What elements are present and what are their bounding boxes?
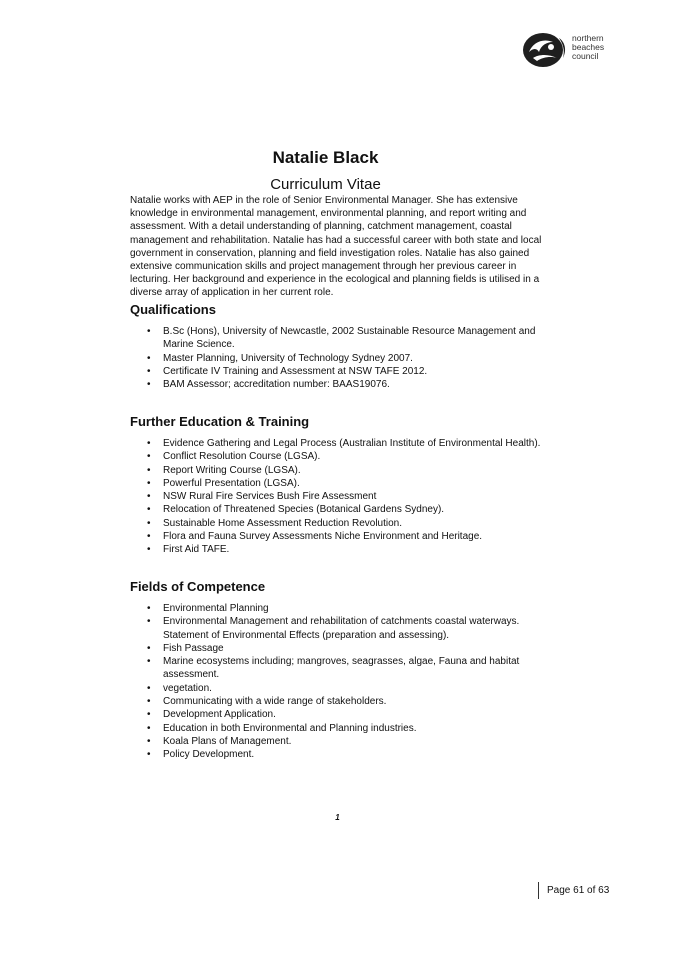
list-item: • Koala Plans of Management. [145,735,555,748]
list-item: • First Aid TAFE. [145,543,555,556]
competence-list [145,602,555,762]
list-item: • Flora and Fauna Survey Assessments Niche Environment and Heritage. [145,530,555,543]
list-item: • Certificate IV Training and Assessment at NSW TAFE 2012. [145,365,555,378]
council-logo [521,28,621,72]
education-list [145,437,555,557]
list-item: • Policy Development. [145,748,555,761]
qualifications-heading: Qualifications [130,302,216,317]
competence-heading: Fields of Competence [130,579,266,594]
list-item: • Marine ecosystems including; mangroves, seagrasses, algae, Fauna and habitat assessment. [145,655,555,682]
qualifications-list [145,325,555,391]
list-item: • Master Planning, University of Technology Sydney 2007. [145,352,555,365]
logo-line-1: northern [572,33,604,43]
list-item: • BAM Assessor; accreditation number: BAAS19076. [145,378,555,391]
list-item: • Environmental Management and rehabilitation of catchments coastal waterways. Statement of Environmental Effects (preparation and assessing). [145,615,555,642]
list-item: • Fish Passage [145,642,555,655]
page-number: 1 [335,813,340,822]
footer-divider [538,882,539,899]
logo-line-2: beaches [572,42,605,53]
list-item: • Evidence Gathering and Legal Process (Australian Institute of Environmental Health). [145,437,555,450]
list-item: • vegetation. [145,682,555,695]
council-logo-icon [521,30,569,70]
list-item: • Communicating with a wide range of stakeholders. [145,695,555,708]
list-item: • Conflict Resolution Course (LGSA). [145,450,555,463]
list-item: • Relocation of Threatened Species (Botanical Gardens Sydney). [145,503,555,516]
education-heading: Further Education & Training [130,414,310,429]
intro-paragraph: Natalie works with AEP in the role of Senior Environmental Manager. She has extensive knowledge in environmental management, environmental planning, and report writing and assessment. With a detail understanding of planning, catchment management, coastal management and rehabilitation. Natalie has had a successful career with both state and local government in conservation, planning and field investigation roles. Natalie has also gained extensive communication skills and project management through her previous career in lecturing. Her background and experience in the ecological and planning fields is utilised in a diverse array of application in her current role. [130,195,542,299]
list-item: • B.Sc (Hons), University of Newcastle, 2002 Sustainable Resource Management and Marine Science. [145,325,555,352]
list-item: • Report Writing Course (LGSA). [145,464,555,477]
list-item: • NSW Rural Fire Services Bush Fire Assessment [145,490,555,503]
footer-page-label: Page 61 of 63 [547,885,610,896]
list-item: • Environmental Planning [145,602,555,615]
cv-subtitle: Curriculum Vitae [270,176,381,193]
list-item: • Sustainable Home Assessment Reduction Revolution. [145,517,555,530]
list-item: • Powerful Presentation (LGSA). [145,477,555,490]
council-name [572,34,604,62]
logo-line-3: council [572,51,599,62]
cv-name: Natalie Black [272,148,379,167]
list-item: • Education in both Environmental and Planning industries. [145,722,555,735]
list-item: • Development Application. [145,708,555,721]
